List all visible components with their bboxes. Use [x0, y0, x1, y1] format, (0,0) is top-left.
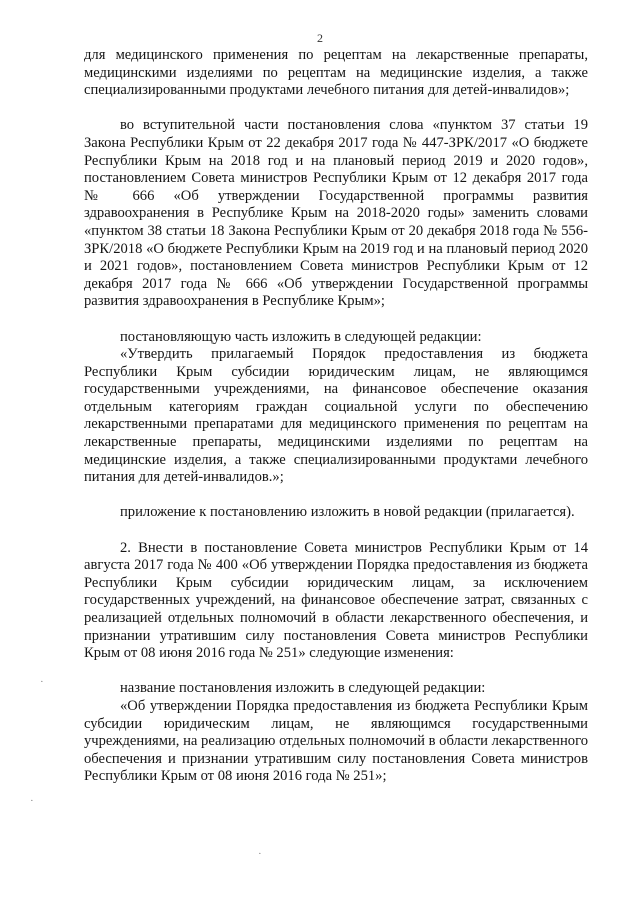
scan-speck: ·: [30, 795, 34, 807]
document-body: [84, 47, 588, 786]
scan-speck: ·: [258, 848, 262, 860]
paragraph-operative-part-header: постановляющую часть изложить в следующей редакции:: [120, 328, 482, 345]
paragraph-title-header: название постановления изложить в следующей редакции:: [120, 680, 486, 697]
paragraph-operative-part-text: «Утвердить прилагаемый Порядок предоставления из бюджета Республики Крым субсидии юридическим лицам, не являющимся государственными учреждениями, на финансовое обеспечение оказания отдельным категориям граждан социальной услуги по обеспечению лекарственными препаратами для медицинского применения по рецептам на лекарственные препараты, медицинскими изделиями по рецептам на медицинские изделия, а также специализированными продуктами лечебного питания для детей-инвалидов.»;: [84, 346, 588, 486]
paragraph-intro-amendment: во вступительной части постановления слова «пунктом 37 статьи 19 Закона Республики Крым от 22 декабря 2017 года № 447-ЗРК/2017 «О бюджете Республики Крым на 2018 год и на плановый период 2019 и 2020 годов», постановлением Совета министров Республики Крым от 12 декабря 2017 года № 666 «Об утверждении Государственной программы развития здравоохранения в Республике Крым на 2018-2020 годы» заменить словами «пунктом 38 статьи 18 Закона Республики Крым от 20 декабря 2018 года № 556-ЗРК/2018 «О бюджете Республики Крым на 2019 год и на плановый период 2020 и 2021 годов», постановлением Совета министров Республики Крым от 12 декабря 2017 года № 666 «Об утверждении Государственной программы развития здравоохранения в Республике Крым»;: [84, 117, 588, 310]
page-number: 2: [317, 31, 323, 45]
paragraph-continuation: для медицинского применения по рецептам на лекарственные препараты, медицинскими изделиями по рецептам на медицинские изделия, а также специализированными продуктами лечебного питания для детей-инвалидов»;: [84, 47, 588, 99]
scan-speck: ·: [40, 676, 44, 688]
paragraph-item-2: 2. Внести в постановление Совета министров Республики Крым от 14 августа 2017 года № 400 «Об утверждении Порядка предоставления из бюджета Республики Крым субсидии юридическим лицам, за исключением государственных учреждений, на финансовое обеспечение затрат, связанных с реализацией отдельных полномочий в области лекарственного обеспечения, и признании утратившим силу постановления Совета министров Республики Крым от 08 июня 2016 года № 251» следующие изменения:: [84, 539, 588, 662]
paragraph-annex: приложение к постановлению изложить в новой редакции (прилагается).: [120, 504, 575, 521]
paragraph-title-text: «Об утверждении Порядка предоставления из бюджета Республики Крым субсидии юридическим лицам, не являющимся государственными учреждениями, на реализацию отдельных полномочий в области лекарственного обеспечения и признании утратившим силу постановления Совета министров Республики Крым от 08 июня 2016 года № 251»;: [84, 697, 588, 785]
